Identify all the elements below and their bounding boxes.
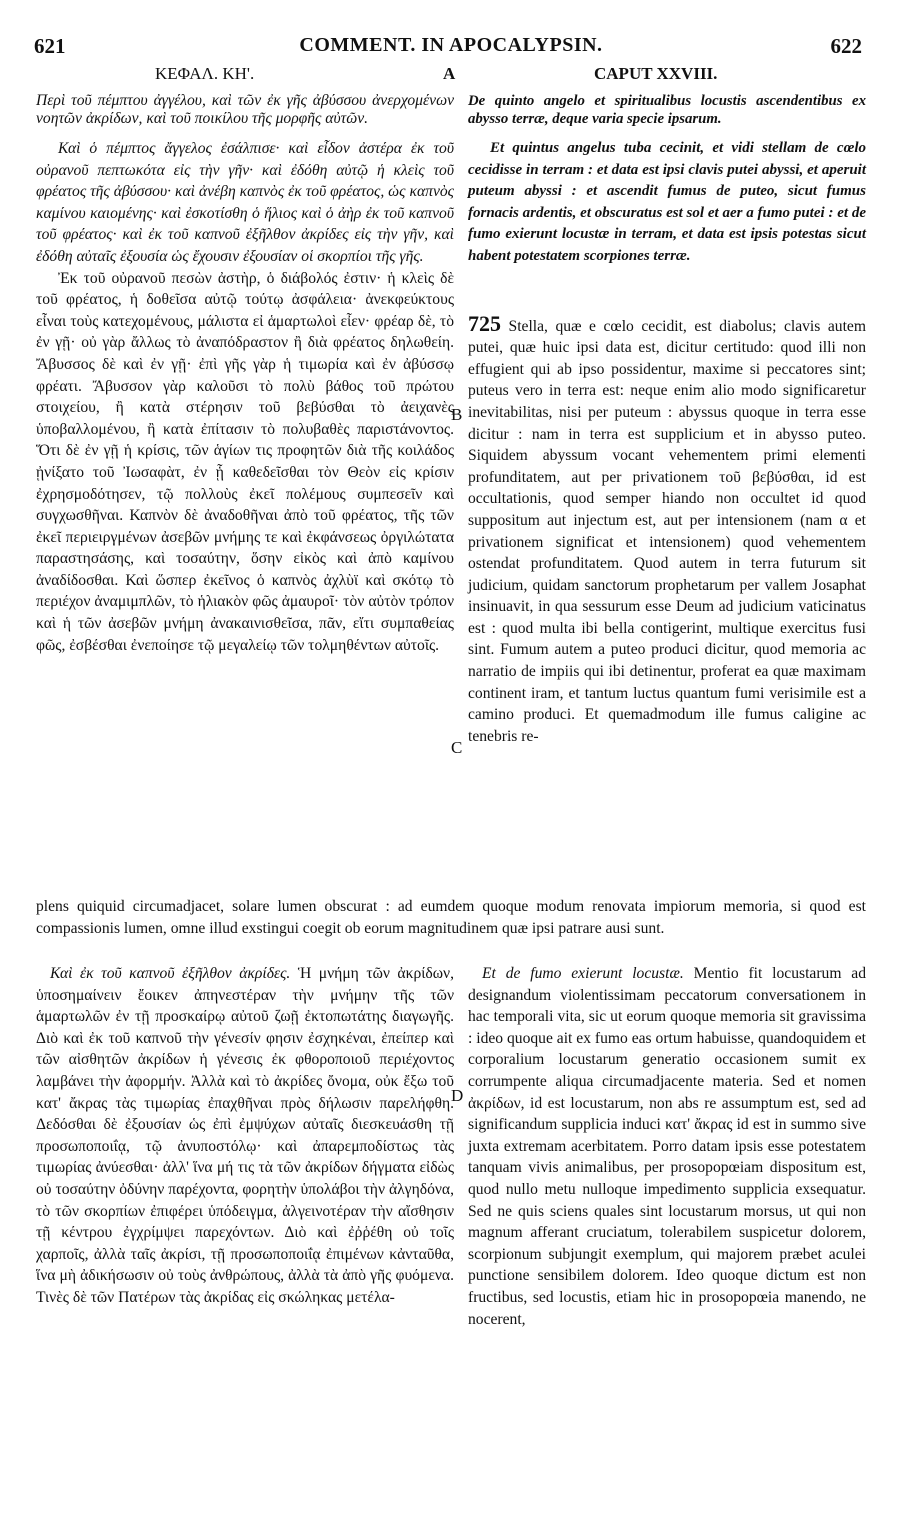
latin-lemma-2: Et de fumo exierunt locustæ. [482,965,684,982]
greek-lemma: Καὶ ὁ πέμπτος ἄγγελος ἐσάλπισε· καὶ εἶδον ἀστέρα ἐκ τοῦ οὐρανοῦ πεπτωκότα εἰς τὴν γῆν· καὶ ἐδόθη αὐτῷ ἡ κλεὶς τοῦ φρέατος τῆς ἀβύσσου· καὶ ἀνέβη καπνὸς ἐκ τοῦ φρέατος, ὡς καπνὸς καμίνου καιομένης· καὶ ἐσκοτίσθη ὁ ἥλιος καὶ ὁ ἀὴρ ἐκ τοῦ καπνοῦ τοῦ φρέατος· καὶ ἐκ τοῦ καπνοῦ ἐξῆλθον ἀκρίδες εἰς τὴν γῆν, καὶ ἐδόθη αὐταῖς ἐξουσία ὡς ἔχουσιν ἐξουσίαν οἱ σκορπίοι τῆς γῆς. [36,140,454,265]
margin-letter-c: C [451,738,463,757]
left-page-number: 621 [34,34,66,58]
latin-commentary-1 [468,310,866,748]
greek-commentary-2-text: Ἡ μνήμη τῶν ἀκρίδων, ὑποσημαίνειν ἔοικεν ἀπηνεστέραν τὴν μνήμην τῆς τῶν ἁμαρτωλῶν ἐν τῇ προσκαίρῳ αὐτοῦ ζωῇ ἐκτοπωτάτης διαγωγῆς. Διὸ καὶ ἐκ τοῦ καπνοῦ τὴν γένεσίν φησιν ἐσχηκέναι, ἐπείπερ καὶ τῶν αἰσθητῶν ἀκρίδων ἡ γένεσις ἐκ φθοροποιοῦ περιέχοντος λαμβάνει τὴν ἀφορμήν. Ἀλλὰ καὶ τὸ ἀκρίδες ὄνομα, οὐκ ἔξω τοῦ κατ' ἄκρας τὰς τιμωρίας ἐπαχθῆναι πρὸς δήλωσιν παρελήφθη. Δεδόσθαι δὲ ἐξουσίαν ὡς ἐπὶ ἐμψύχων αὐταῖς διεσκευάσθη τῇ προσωποποιΐᾳ, τῷ ἀνυποστόλῳ· καὶ ἀπαρεμποδίστως τὰς τιμωρίας ἀνύεσθαι· ἀλλ' ἵνα μή τις τὰ τῶν ἀκρίδων δήγματα εἰδὼς οὐ τοσαύτην ὀδύνην παρέχοντα, φορητὴν ὑπολάβοι τὴν ἀλγηδόνα, τὸ τῶν σκορπίων ἐπιφέρει ὑπόδειγμα, ἀλγεινοτέραν τὴν αἴσθησιν τῇ κέντρου ἐγχρίμψει παρεχόντων. Διὸ καὶ ἐῤῥέθη οὐ τοῖς χαρποῖς, ἀλλὰ ταῖς ἀκρίσι, τῇ προσωποποιΐᾳ ἐπιμένων κἀνταῦθα, ἵνα μὴ ἀδικήσωσιν οὐ τοὺς ἀνθρώπους, ἀλλὰ τὰ ἀπὸ γῆς φυόμενα. Τινὲς δὲ τῶν Πατέρων τὰς ἀκρίδας εἰς σκώληκας μετέλα- [36,965,454,1306]
column-number: 725 [468,310,501,336]
greek-chapter-heading: ΚΕΦΑΛ. ΚΗ'. [155,64,255,83]
latin-column-upper [468,92,866,747]
greek-commentary-1: Ἐκ τοῦ οὐρανοῦ πεσὼν ἀστὴρ, ὁ διάβολός ἐστιν· ἡ κλεὶς δὲ τοῦ φρέατος, ἡ δοθεῖσα αὐτῷ τούτῳ ἀσφάλεια· ἀνεκφεύκτους εἶναι τοὺς κατεχομένους, μάλιστα εἰ ἁμαρτωλοὶ εἶεν· φρέαρ δὲ, τὸ ἐν γῇ· οὐ γὰρ ἄλλως τὸ ἀναπόδραστον ἢ διὰ φρέατος δηλωθείη. Ἄβυσσος δὲ καὶ ἐν γῇ· ἐπὶ γῆς γὰρ ἡ τιμωρία καὶ ἐν ἀβύσσῳ φρέατι. Ἄβυσσον γὰρ καλοῦσι τὸ πολὺ βάθος τοῦ πρώτου στοιχείου, ἢ κατὰ στέρησιν τοῦ βεβύσθαι τὸ ἀειχανὲς ὑποβαλλομένου, ἢ κατὰ ἐπίτασιν τὸ πολυβαθὲς παριστάνοντος. Ὅτι δὲ ἐν γῇ ἡ κρίσις, τῶν ἁγίων τις προφητῶν διὰ τῆς κοιλάδος ᾐνίξατο τοῦ Ἰωσαφὰτ, ἐν ᾗ καθεδεῖσθαι τὸν Θεὸν εἰς κρίσιν ἐχρησμοδότησεν, τῷ πολλοὺς ἐκεῖ πολέμους συμπεσεῖν καὶ συγχωσθῆναι. Καπνὸν δὲ ἀναδοθῆναι ἀπὸ τοῦ φρέατος, τῆς τῶν ἐκεῖ περιειργμένων ἀσεβῶν μνήμης τε καὶ ἐκφάνσεως ὀργιλώτατα παραστησάσης, καὶ τοσαύτην, ὅσην εἰκὸς καὶ ἀπὸ καμίνου ἀναδίδοσθαι. Καὶ ὥσπερ ἐκεῖνος ὁ καπνὸς ἀχλὺϊ καὶ σκότῳ τὸ περιέχον ἀναμιμπλῶν, τὸ ἡλιακὸν φῶς ἀμαυροῖ· τὸν αὐτὸν τρόπον καὶ ἡ τῶν ἀσεβῶν μνήμη ἀνακαινισθεῖσα, πᾶν, εἴτι συμπαθείας φῶς, ἐσβέσθαι ἐνεποίησε τῷ μεγαλείῳ τῶν τολμηθέντων αὐτοῖς. [36,269,454,654]
margin-letter-d: D [451,1086,464,1105]
margin-letter-b: B [451,405,463,424]
greek-commentary-2 [36,963,454,1309]
latin-commentary-2 [468,963,866,1330]
greek-lemma-2: Καὶ ἐκ τοῦ καπνοῦ ἐξῆλθον ἀκρίδες. [50,965,291,982]
greek-column-upper [36,92,454,656]
latin-commentary-1-text: Stella, quæ e cœlo cecidit, est diabolus; clavis autem putei, quæ huic ipsi data est, dicitur certitudo: quod illi non effugient qui ab ipso possidentur, maxime si peccatores sint; puteus vero in terra est: neque enim alio modo significaretur inevitabilitas, nisi per puteum : abyssus quoque in terra esse dicitur : nam in terra est supplicium et in abysso puteo. Siquidem abyssum vocant vehementem primi elementi profunditatem, aut per privationem τοῦ βεβύσθαι, id est occultationis, quod semper hiando non occultet id quod suppositum aut injectum est, aut per intensionem (nam α et privationem significat et intensionem) quod vehementem ostendat profunditatem. Quod autem in terra futurum sit judicium, quidam sanctorum prophetarum per vallem Josaphat insinuavit, in qua sessurum esse Deum ad judicium vaticinatus est : quod multa ibi bella contigerint, multique exercitus fusi sint. Fumum autem a puteo produci dicitur, quod memoria ac narratio de impiis qui ibi detinentur, proferat ea quæ maximam continent iram, et tantum luctus quantum fumi verisimile est a camino produci. Et quemadmodum ille fumus caligine ac tenebris re- [468,317,866,745]
latin-column-lower [468,963,866,1330]
latin-section-title: De quinto angelo et spiritualibus locustis ascendentibus ex abysso terræ, deque varia specie ipsarum. [468,93,866,127]
running-title: COMMENT. IN APOCALYPSIN. [299,34,603,56]
right-page-number: 622 [830,34,862,58]
latin-chapter-heading: CAPUT XXVIII. [594,64,718,83]
latin-lemma: Et quintus angelus tuba cecinit, et vidi stellam de cœlo cecidisse in terram : et data est ipsi clavis putei abyssi, et aperuit puteum abyssi : et ascendit fumus de puteo, sicut fumus fornacis ardentis, et obscuratus est sol et aer a fumo putei : et de fumo exierunt locustæ in terram, et data est ipsis potestas sicut habent potestatem scorpiones terræ. [468,140,866,264]
greek-section-title: Περὶ τοῦ πέμπτου ἀγγέλου, καὶ τῶν ἐκ γῆς ἀβύσσου ἀνερχομένων νοητῶν ἀκρίδων, καὶ τοῦ ποικίλου τῆς μορφῆς αὐτῶν. [36,92,454,127]
full-width-continuation: plens quiquid circumadjacet, solare lumen obscurat : ad eumdem quoque modum renovata impiorum memoria, si quod est compassionis lumen, omne illud exstingui coegit ob eorum magnitudinem quæ ipsi patrare ausi sunt. [36,898,866,937]
section-marker-a: A [443,64,456,83]
greek-column-lower [36,963,454,1309]
latin-commentary-2-text: Mentio fit locustarum ad designandum violentissimam peccatorum conversationem in hac temporali vita, sic ut eorum quoque memoria sit gravissima : ideo quoque ait ex fumo eas ortum habuisse, quandoquidem et corporalium locustarum generatio occasionem sumit ex corrumpente aliqua circumadjacente materia. Sed et nomen ἀκρίδων, id est locustarum, non abs re assumptum est, sed ad significandum supplicia induci κατ' ἄκρας id est in summo sive juxta extremam acerbitatem. Porro datam ipsis esse potestatem tanquam vivis animalibus, per prosopopœiam dispositum est, quod nullo metu nulloque impedimento supplicia exsequatur. Sed ne quis sciens quales sint locustarum morsus, ut qui non magnum afferant cruciatum, tolerabilem suspicetur dolorem, scorpionum subjungit exemplum, qui majorem præbet aculei punctione sensibilem dolorem. Ideo quoque dictum est non fructibus, sed locustis, etiam hic in prosopopœia manendo, ne nocerent, [468,965,867,1328]
